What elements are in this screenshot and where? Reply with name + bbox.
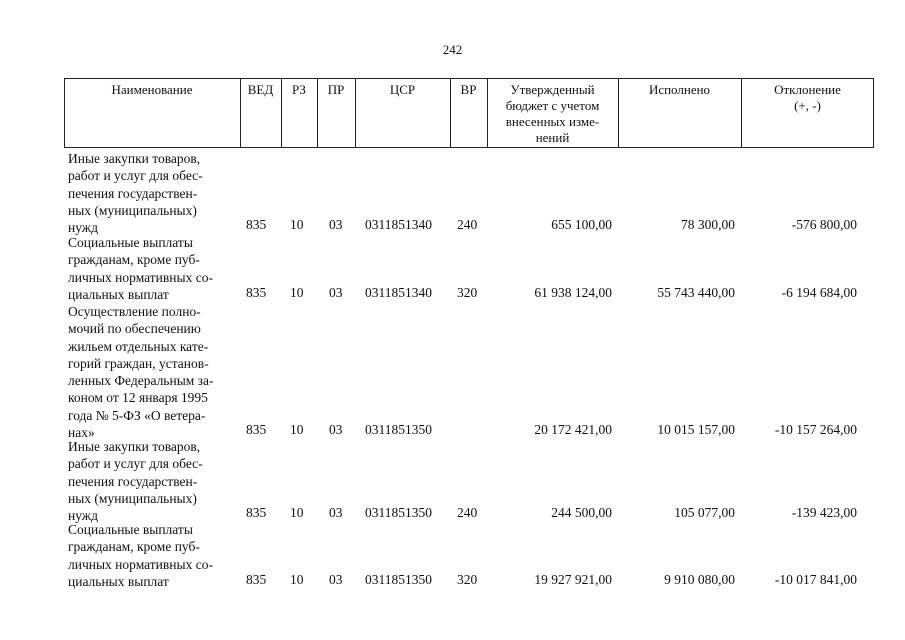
header-pr: ПР (327, 82, 345, 97)
row-name: Социальные выплаты гражданам, кроме пуб- личных нормативных со- циальных выплат (68, 522, 213, 589)
row-rz: 10 (290, 217, 304, 232)
header-rz: РЗ (292, 82, 306, 97)
row-approved: 655 100,00 (551, 217, 612, 232)
row-rz: 10 (290, 505, 304, 520)
row-csr: 0311851350 (365, 422, 432, 437)
row-approved: 61 938 124,00 (534, 285, 612, 300)
row-pr: 03 (329, 572, 343, 587)
row-pr: 03 (329, 505, 343, 520)
row-name: Иные закупки товаров, работ и услуг для обес- печения государствен- ных (муниципальных) нужд (68, 151, 203, 236)
row-deviation: -576 800,00 (791, 217, 857, 232)
row-name: Иные закупки товаров, работ и услуг для обес- печения государствен- ных (муниципальных) нужд (68, 439, 203, 524)
row-done: 78 300,00 (681, 217, 735, 232)
row-rz: 10 (290, 285, 304, 300)
row-csr: 0311851350 (365, 505, 432, 520)
row-done: 105 077,00 (674, 505, 735, 520)
row-deviation: -10 017 841,00 (774, 572, 857, 587)
header-csr: ЦСР (389, 82, 416, 97)
row-csr: 0311851340 (365, 217, 432, 232)
header-vr: ВР (460, 82, 477, 97)
row-vr: 240 (457, 217, 478, 232)
row-name: Осуществление полно- мочий по обеспечению жильем отдельных кате- горий граждан, установ- ленных Федеральным за- коном от 12 января 1995 года № 5-ФЗ «О ветера- нах» (68, 304, 214, 441)
row-csr: 0311851340 (365, 285, 432, 300)
row-pr: 03 (329, 422, 343, 437)
row-pr: 03 (329, 285, 343, 300)
row-vr: 320 (457, 572, 478, 587)
row-ved: 835 (246, 505, 267, 520)
row-approved: 244 500,00 (551, 505, 612, 520)
row-name: Социальные выплаты гражданам, кроме пуб- личных нормативных со- циальных выплат (68, 235, 213, 302)
header-ved: ВЕД (247, 82, 274, 97)
row-rz: 10 (290, 422, 304, 437)
header-deviation: Отклонение (+, -) (774, 82, 841, 113)
row-done: 10 015 157,00 (657, 422, 735, 437)
row-deviation: -10 157 264,00 (774, 422, 857, 437)
header-name: Наименование (111, 82, 193, 97)
row-ved: 835 (246, 217, 267, 232)
row-approved: 19 927 921,00 (534, 572, 612, 587)
header-done: Исполнено (648, 82, 711, 97)
row-vr: 320 (457, 285, 478, 300)
page-number: 242 (442, 42, 463, 57)
row-ved: 835 (246, 572, 267, 587)
row-ved: 835 (246, 422, 267, 437)
row-done: 55 743 440,00 (657, 285, 735, 300)
row-pr: 03 (329, 217, 343, 232)
header-approved: Утвержденный бюджет с учетом внесенных изме- нений (505, 82, 600, 145)
row-csr: 0311851350 (365, 572, 432, 587)
row-approved: 20 172 421,00 (534, 422, 612, 437)
row-vr: 240 (457, 505, 478, 520)
row-deviation: -139 423,00 (791, 505, 857, 520)
row-ved: 835 (246, 285, 267, 300)
row-rz: 10 (290, 572, 304, 587)
row-deviation: -6 194 684,00 (781, 285, 857, 300)
row-done: 9 910 080,00 (664, 572, 735, 587)
